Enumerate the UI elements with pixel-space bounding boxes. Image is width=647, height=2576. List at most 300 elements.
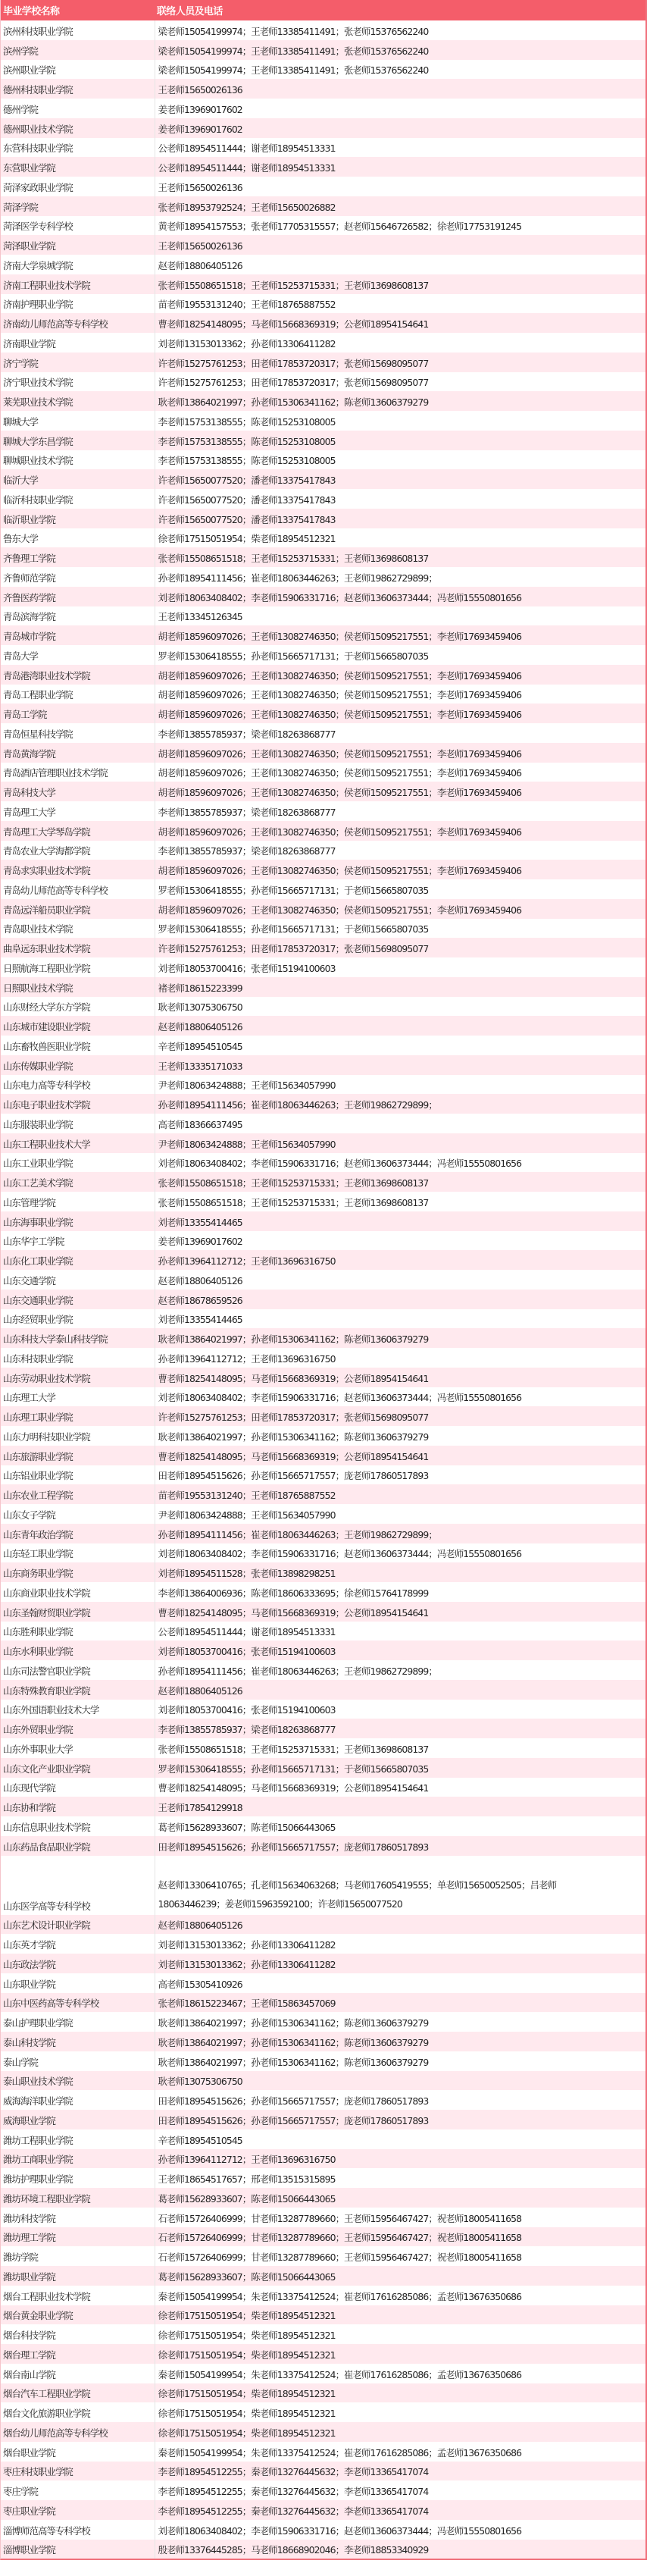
table-row	[1, 274, 645, 294]
table-row	[1, 20, 645, 40]
contact-cell: 罗老师15306418555；孙老师15665717131；于老师15665807035	[155, 645, 645, 665]
contact-cell: 孙老师13964112712；王老师13696316750	[155, 1250, 645, 1270]
contact-cell: 刘老师18063408402；李老师15906331716；赵老师13606373444；冯老师15550801656	[155, 1153, 645, 1173]
contact-cell: 刘老师18053700416；张老师15194100603	[155, 957, 645, 977]
school-name-cell: 聊城职业技术学院	[1, 450, 155, 470]
school-name-cell: 山东管理学院	[1, 1192, 155, 1211]
table-row	[1, 1446, 645, 1465]
school-name-cell: 青岛科技大学	[1, 782, 155, 801]
school-name-cell: 山东理工职业学院	[1, 1406, 155, 1426]
school-name-cell: 山东协和学院	[1, 1797, 155, 1816]
table-row	[1, 2266, 645, 2286]
contact-cell: 赵老师18678659526	[155, 1290, 645, 1309]
table-row	[1, 411, 645, 431]
contact-cell: 高老师18366637495	[155, 1114, 645, 1133]
contact-cell: 胡老师18596097026；王老师13082746350；侯老师15095217551；李老师17693459406	[155, 704, 645, 723]
school-name-cell: 山东农业工程学院	[1, 1484, 155, 1504]
table-row	[1, 2540, 645, 2559]
school-name-cell: 淄博师范高等专科学校	[1, 2520, 155, 2540]
school-name-cell: 烟台科技学院	[1, 2324, 155, 2344]
table-row	[1, 801, 645, 821]
contact-cell: 许老师15650077520；潘老师13375417843	[155, 509, 645, 528]
school-name-cell: 山东城市建设职业学院	[1, 1016, 155, 1036]
contact-cell: 李老师18954512255；秦老师13276445632；李老师13365417074	[155, 2462, 645, 2481]
contact-cell: 耿老师13864021997；孙老师15306341162；陈老师13606379279	[155, 391, 645, 411]
school-name-cell: 德州职业技术学院	[1, 118, 155, 138]
contact-cell: 梁老师15054199974；王老师13385411491；张老师15376562240	[155, 20, 645, 40]
table-row	[1, 450, 645, 470]
school-name-cell: 烟台理工学院	[1, 2344, 155, 2364]
table-row	[1, 2090, 645, 2110]
contact-cell: 徐老师17515051954；柴老师18954512321	[155, 2402, 645, 2422]
contact-cell: 罗老师15306418555；孙老师15665717131；于老师15665807035	[155, 879, 645, 899]
table-row	[1, 1309, 645, 1329]
school-name-cell: 菏泽医学专科学校	[1, 216, 155, 236]
contact-cell: 赵老师18806405126	[155, 1680, 645, 1700]
table-row	[1, 1231, 645, 1251]
table-row	[1, 1348, 645, 1368]
school-name-cell: 山东中医药高等专科学校	[1, 1993, 155, 2013]
contact-cell: 胡老师18596097026；王老师13082746350；侯老师15095217551；李老师17693459406	[155, 665, 645, 685]
table-row	[1, 938, 645, 957]
school-name-cell: 山东交通职业学院	[1, 1290, 155, 1309]
table-row	[1, 1993, 645, 2013]
contact-cell: 李老师15753138555；陈老师15253108005	[155, 431, 645, 450]
contact-cell: 赵老师18806405126	[155, 1270, 645, 1290]
table-row	[1, 1738, 645, 1758]
school-name-cell: 威海海洋职业学院	[1, 2090, 155, 2110]
contact-cell: 葛老师15628933607；陈老师15066443065	[155, 2266, 645, 2286]
contact-cell: 胡老师18596097026；王老师13082746350；侯老师15095217551；李老师17693459406	[155, 625, 645, 645]
school-name-cell: 青岛城市学院	[1, 625, 155, 645]
contact-cell: 辛老师18954510545	[155, 1036, 645, 1055]
contact-cell: 罗老师15306418555；孙老师15665717131；于老师15665807035	[155, 1758, 645, 1778]
school-name-cell: 山东传媒职业学院	[1, 1055, 155, 1075]
table-row	[1, 1270, 645, 1290]
table-row	[1, 1524, 645, 1543]
table-row	[1, 2462, 645, 2481]
contact-cell: 刘老师13355414465	[155, 1211, 645, 1231]
school-name-cell: 青岛理工大学	[1, 801, 155, 821]
school-name-cell: 烟台南山学院	[1, 2364, 155, 2383]
contact-cell: 张老师15508651518；王老师15253715331；王老师13698608137	[155, 1192, 645, 1211]
table-row	[1, 1192, 645, 1211]
contact-cell: 李老师18954512255；秦老师13276445632；李老师13365417074	[155, 2500, 645, 2520]
table-row	[1, 509, 645, 528]
contact-cell: 姜老师13969017602	[155, 1231, 645, 1251]
table-row	[1, 294, 645, 314]
school-name-cell: 济南大学泉城学院	[1, 255, 155, 274]
table-row	[1, 2480, 645, 2500]
contact-cell: 胡老师18596097026；王老师13082746350；侯老师15095217551；李老师17693459406	[155, 685, 645, 704]
contact-cell: 耿老师13075306750	[155, 2071, 645, 2091]
school-name-cell: 济南工程职业技术学院	[1, 274, 155, 294]
contact-cell: 张老师18615223467；王老师15863457069	[155, 1993, 645, 2013]
contact-cell: 张老师15508651518；王老师15253715331；王老师13698608137	[155, 1172, 645, 1192]
contact-cell: 李老师15753138555；陈老师15253108005	[155, 450, 645, 470]
table-row	[1, 723, 645, 743]
table-row	[1, 2305, 645, 2325]
table-row	[1, 489, 645, 509]
contact-cell: 梁老师15054199974；王老师13385411491；张老师15376562240	[155, 60, 645, 80]
table-row	[1, 60, 645, 80]
contact-cell: 王老师15650026136	[155, 235, 645, 255]
contact-cell: 田老师18954515626；孙老师15665717557；庞老师17860517893	[155, 2090, 645, 2110]
school-name-cell: 东营职业学院	[1, 157, 155, 177]
school-name-cell: 山东工程职业技术大学	[1, 1133, 155, 1153]
school-name-cell: 青岛港湾职业技术学院	[1, 665, 155, 685]
contact-cell: 张老师18953792524；王老师15650026882	[155, 196, 645, 216]
school-name-cell: 青岛恒星科技学院	[1, 723, 155, 743]
school-name-cell: 潍坊职业学院	[1, 2266, 155, 2286]
school-name-cell: 青岛幼儿师范高等专科学校	[1, 879, 155, 899]
table-row	[1, 704, 645, 723]
table-row	[1, 547, 645, 567]
school-name-cell: 山东女子学院	[1, 1504, 155, 1524]
school-name-cell: 莱芜职业技术学院	[1, 391, 155, 411]
table-row	[1, 255, 645, 274]
school-name-cell: 济南护理职业学院	[1, 294, 155, 314]
table-row	[1, 313, 645, 333]
contact-cell: 刘老师13355414465	[155, 1309, 645, 1329]
table-row	[1, 1055, 645, 1075]
school-name-cell: 曲阜远东职业技术学院	[1, 938, 155, 957]
school-name-cell: 山东胜利职业学院	[1, 1622, 155, 1641]
contact-cell: 耿老师13864021997；孙老师15306341162；陈老师13606379279	[155, 1426, 645, 1446]
table-row	[1, 1797, 645, 1816]
contact-cell: 田老师18954515626；孙老师15665717557；庞老师17860517893	[155, 1465, 645, 1485]
contact-cell: 耿老师13864021997；孙老师15306341162；陈老师13606379279	[155, 2051, 645, 2071]
contact-cell: 刘老师13153013362；孙老师13306411282	[155, 333, 645, 353]
table-row	[1, 1973, 645, 1993]
school-name-cell: 青岛远洋船员职业学院	[1, 899, 155, 919]
school-name-cell: 青岛酒店管理职业技术学院	[1, 763, 155, 782]
contact-cell: 徐老师17515051954；柴老师18954512321	[155, 2422, 645, 2442]
table-row	[1, 2246, 645, 2266]
school-name-cell: 鲁东大学	[1, 528, 155, 548]
school-name-cell: 齐鲁理工学院	[1, 547, 155, 567]
school-name-cell: 烟台职业学院	[1, 2442, 155, 2462]
school-name-cell: 滨州科技职业学院	[1, 20, 155, 40]
contact-cell: 赵老师13306410765；孔老师15634063268；马老师17605419555；单老师15650052505；吕老师18063446239；姜老师15963592100；许老师15650077520	[155, 1856, 645, 1915]
contact-cell: 许老师15275761253；田老师17853720317；张老师15698095077	[155, 938, 645, 957]
contact-cell: 徐老师17515051954；柴老师18954512321	[155, 2324, 645, 2344]
school-name-cell: 潍坊环境工程职业学院	[1, 2188, 155, 2208]
school-name-cell: 山东外国语职业技术大学	[1, 1700, 155, 1719]
contact-cell: 孙老师18954111456；崔老师18063446263；王老师19862729899；	[155, 1094, 645, 1114]
table-row	[1, 196, 645, 216]
table-row	[1, 1484, 645, 1504]
table-row	[1, 138, 645, 158]
contact-cell: 赵老师18806405126	[155, 255, 645, 274]
contact-cell: 徐老师17515051954；柴老师18954512321	[155, 2305, 645, 2325]
school-name-cell: 山东工业职业学院	[1, 1153, 155, 1173]
contact-cell: 赵老师18806405126	[155, 1016, 645, 1036]
school-name-cell: 山东信息职业技术学院	[1, 1816, 155, 1836]
header-contact: 联络人员及电话	[155, 0, 645, 20]
table-row	[1, 1290, 645, 1309]
contact-cell: 苗老师19553131240；王老师18765887552	[155, 294, 645, 314]
school-name-cell: 齐鲁师范学院	[1, 567, 155, 587]
school-name-cell: 山东交通学院	[1, 1270, 155, 1290]
table-row	[1, 333, 645, 353]
table-row	[1, 2208, 645, 2227]
table-row	[1, 821, 645, 841]
school-name-cell: 菏泽家政职业学院	[1, 177, 155, 196]
school-name-cell: 枣庄学院	[1, 2480, 155, 2500]
school-name-cell: 泰山职业技术学院	[1, 2071, 155, 2091]
school-name-cell: 济宁职业技术学院	[1, 372, 155, 392]
table-row	[1, 2383, 645, 2403]
table-row	[1, 2364, 645, 2383]
contact-cell: 尹老师18063424888；王老师15634057990	[155, 1504, 645, 1524]
contact-cell: 王老师13345126345	[155, 606, 645, 626]
table-row	[1, 2168, 645, 2188]
school-name-cell: 山东艺术设计职业学院	[1, 1915, 155, 1935]
table-row	[1, 665, 645, 685]
contact-cell: 王老师13335171033	[155, 1055, 645, 1075]
school-name-cell: 山东化工职业学院	[1, 1250, 155, 1270]
table-row	[1, 2227, 645, 2247]
table-row	[1, 1660, 645, 1680]
table-row	[1, 1543, 645, 1563]
school-name-cell: 济南幼儿师范高等专科学校	[1, 313, 155, 333]
contact-cell: 许老师15650077520；潘老师13375417843	[155, 489, 645, 509]
contact-cell: 耿老师13864021997；孙老师15306341162；陈老师13606379279	[155, 2032, 645, 2051]
school-name-cell: 山东外事职业大学	[1, 1738, 155, 1758]
school-name-cell: 山东外贸职业学院	[1, 1719, 155, 1738]
contact-cell: 辛老师18954510545	[155, 2129, 645, 2149]
table-row	[1, 1641, 645, 1660]
contact-cell: 刘老师18053700416；张老师15194100603	[155, 1641, 645, 1660]
contact-cell: 赵老师18806405126	[155, 1915, 645, 1935]
contact-cell: 耿老师13075306750	[155, 997, 645, 1017]
school-name-cell: 淄博职业学院	[1, 2540, 155, 2559]
table-row	[1, 2188, 645, 2208]
contact-cell: 孙老师18954111456；崔老师18063446263；王老师19862729899；	[155, 567, 645, 587]
table-row	[1, 2129, 645, 2149]
table-row	[1, 587, 645, 606]
contact-cell: 曹老师18254148095；马老师15668369319；公老师18954154641	[155, 1368, 645, 1387]
school-name-cell: 德州科技职业学院	[1, 79, 155, 99]
school-name-cell: 山东科技大学泰山科技学院	[1, 1328, 155, 1348]
contact-cell: 曹老师18254148095；马老师15668369319；公老师18954154641	[155, 1602, 645, 1622]
table-row	[1, 1387, 645, 1407]
contact-cell: 苗老师19553131240；王老师18765887552	[155, 1484, 645, 1504]
table-row	[1, 899, 645, 919]
school-name-cell: 威海职业学院	[1, 2110, 155, 2129]
school-name-cell: 山东政法学院	[1, 1954, 155, 1973]
school-name-cell: 山东药品食品职业学院	[1, 1836, 155, 1856]
contact-cell: 王老师15650026136	[155, 177, 645, 196]
table-row	[1, 1915, 645, 1935]
school-name-cell: 山东特殊教育职业学院	[1, 1680, 155, 1700]
school-name-cell: 山东力明科技职业学院	[1, 1426, 155, 1446]
contact-cell: 孙老师13964112712；王老师13696316750	[155, 1348, 645, 1368]
school-name-cell: 山东商务职业学院	[1, 1562, 155, 1582]
school-name-cell: 青岛黄海学院	[1, 743, 155, 763]
table-row	[1, 1114, 645, 1133]
table-row	[1, 879, 645, 899]
table-row	[1, 1250, 645, 1270]
contact-cell: 孙老师13964112712；王老师13696316750	[155, 2149, 645, 2169]
table-row	[1, 118, 645, 138]
school-name-cell: 枣庄职业学院	[1, 2500, 155, 2520]
table-row	[1, 2051, 645, 2071]
school-name-cell: 菏泽学院	[1, 196, 155, 216]
table-row	[1, 528, 645, 548]
school-name-cell: 山东商业职业技术学院	[1, 1582, 155, 1602]
school-name-cell: 聊城大学	[1, 411, 155, 431]
contact-cell: 徐老师17515051954；柴老师18954512321	[155, 528, 645, 548]
contact-cell: 许老师15650077520；潘老师13375417843	[155, 469, 645, 489]
table-body	[1, 20, 645, 2559]
contact-cell: 胡老师18596097026；王老师13082746350；侯老师15095217551；李老师17693459406	[155, 821, 645, 841]
table-row	[1, 567, 645, 587]
contact-cell: 姜老师13969017602	[155, 99, 645, 118]
contact-cell: 刘老师18063408402；李老师15906331716；赵老师13606373444；冯老师15550801656	[155, 1543, 645, 1563]
table-row	[1, 2422, 645, 2442]
school-name-cell: 青岛工学院	[1, 704, 155, 723]
school-name-cell: 山东电子职业技术学院	[1, 1094, 155, 1114]
school-name-cell: 青岛农业大学海都学院	[1, 841, 155, 860]
table-row	[1, 2032, 645, 2051]
school-name-cell: 潍坊科技学院	[1, 2208, 155, 2227]
contact-cell: 刘老师18954511528；张老师13898298251	[155, 1562, 645, 1582]
school-name-cell: 烟台汽车工程职业学院	[1, 2383, 155, 2403]
contact-cell: 胡老师18596097026；王老师13082746350；侯老师15095217551；李老师17693459406	[155, 763, 645, 782]
contact-cell: 刘老师13153013362；孙老师13306411282	[155, 1934, 645, 1954]
table-row	[1, 1836, 645, 1856]
table-row	[1, 743, 645, 763]
table-row	[1, 2344, 645, 2364]
table-row	[1, 763, 645, 782]
contact-cell: 秦老师15054199954；朱老师13375412524；崔老师17616285086；孟老师13676350686	[155, 2286, 645, 2305]
contact-cell: 张老师15508651518；王老师15253715331；王老师13698608137	[155, 1738, 645, 1758]
table-row	[1, 1758, 645, 1778]
table-row	[1, 99, 645, 118]
table-row	[1, 2520, 645, 2540]
table-row	[1, 40, 645, 60]
school-name-cell: 山东海事职业学院	[1, 1211, 155, 1231]
table-row	[1, 1504, 645, 1524]
table-row	[1, 1680, 645, 1700]
table-row	[1, 1856, 645, 1915]
school-name-cell: 临沂科技职业学院	[1, 489, 155, 509]
school-name-cell: 日照职业技术学院	[1, 977, 155, 997]
contact-cell: 尹老师18063424888；王老师15634057990	[155, 1075, 645, 1095]
school-name-cell: 潍坊工程职业学院	[1, 2129, 155, 2149]
contact-cell: 许老师15275761253；田老师17853720317；张老师15698095077	[155, 1406, 645, 1426]
table-row	[1, 997, 645, 1017]
school-name-cell: 山东文化产业职业学院	[1, 1758, 155, 1778]
contact-cell: 李老师15753138555；陈老师15253108005	[155, 411, 645, 431]
table-row	[1, 1016, 645, 1036]
school-name-cell: 山东华宇工学院	[1, 1231, 155, 1251]
table-row	[1, 2149, 645, 2169]
school-contact-table	[1, 0, 645, 2559]
school-name-cell: 青岛大学	[1, 645, 155, 665]
school-name-cell: 山东圣翰财贸职业学院	[1, 1602, 155, 1622]
table-row	[1, 235, 645, 255]
table-row	[1, 1328, 645, 1348]
contact-cell: 孙老师18954111456；崔老师18063446263；王老师19862729899；	[155, 1660, 645, 1680]
school-name-cell: 临沂职业学院	[1, 509, 155, 528]
table-row	[1, 79, 645, 99]
school-name-cell: 烟台工程职业技术学院	[1, 2286, 155, 2305]
school-name-cell: 山东电力高等专科学校	[1, 1075, 155, 1095]
table-row	[1, 1700, 645, 1719]
table-row	[1, 2402, 645, 2422]
table-row	[1, 2012, 645, 2032]
table-row	[1, 1562, 645, 1582]
table-row	[1, 1094, 645, 1114]
contact-cell: 褚老师18615223399	[155, 977, 645, 997]
contact-cell: 李老师13855785937；梁老师18263868777	[155, 841, 645, 860]
table-row	[1, 1211, 645, 1231]
contact-cell: 许老师15275761253；田老师17853720317；张老师15698095077	[155, 353, 645, 372]
table-row	[1, 1816, 645, 1836]
school-name-cell: 青岛工程职业学院	[1, 685, 155, 704]
school-name-cell: 山东青年政治学院	[1, 1524, 155, 1543]
contact-cell: 胡老师18596097026；王老师13082746350；侯老师15095217551；李老师17693459406	[155, 782, 645, 801]
school-name-cell: 潍坊工商职业学院	[1, 2149, 155, 2169]
school-name-cell: 山东英才学院	[1, 1934, 155, 1954]
contact-cell: 王老师17854129918	[155, 1797, 645, 1816]
table-row	[1, 2071, 645, 2091]
contact-cell: 殷老师13376445285；马老师18668902046；李老师18853340929	[155, 2540, 645, 2559]
table-row	[1, 625, 645, 645]
table-row	[1, 1602, 645, 1622]
table-row	[1, 1153, 645, 1173]
school-name-cell: 潍坊学院	[1, 2246, 155, 2266]
school-name-cell: 山东铝业职业学院	[1, 1465, 155, 1485]
table-row	[1, 1778, 645, 1797]
contact-cell: 高老师15305410926	[155, 1973, 645, 1993]
school-name-cell: 齐鲁医药学院	[1, 587, 155, 606]
contact-cell: 尹老师18063424888；王老师15634057990	[155, 1133, 645, 1153]
school-name-cell: 山东医学高等专科学校	[1, 1856, 155, 1915]
table-row	[1, 2500, 645, 2520]
table-row	[1, 645, 645, 665]
table-row	[1, 606, 645, 626]
contact-cell: 李老师13855785937；梁老师18263868777	[155, 1719, 645, 1738]
contact-cell: 徐老师17515051954；柴老师18954512321	[155, 2344, 645, 2364]
contact-cell: 葛老师15628933607；陈老师15066443065	[155, 2188, 645, 2208]
school-name-cell: 济宁学院	[1, 353, 155, 372]
school-name-cell: 烟台幼儿师范高等专科学校	[1, 2422, 155, 2442]
contact-cell: 曹老师18254148095；马老师15668369319；公老师18954154641	[155, 1446, 645, 1465]
contact-cell: 胡老师18596097026；王老师13082746350；侯老师15095217551；李老师17693459406	[155, 743, 645, 763]
contact-cell: 刘老师18053700416；张老师15194100603	[155, 1700, 645, 1719]
contact-cell: 梁老师15054199974；王老师13385411491；张老师15376562240	[155, 40, 645, 60]
table-row	[1, 2442, 645, 2462]
school-name-cell: 聊城大学东昌学院	[1, 431, 155, 450]
contact-cell: 葛老师15628933607；陈老师15066443065	[155, 1816, 645, 1836]
contact-cell: 秦老师15054199954；朱老师13375412524；崔老师17616285086；孟老师13676350686	[155, 2364, 645, 2383]
table-row	[1, 919, 645, 939]
school-name-cell: 山东服装职业学院	[1, 1114, 155, 1133]
school-name-cell: 枣庄科技职业学院	[1, 2462, 155, 2481]
table-row	[1, 2286, 645, 2305]
school-name-cell: 烟台黄金职业学院	[1, 2305, 155, 2325]
contact-cell: 石老师15726406999；甘老师13287789660；王老师15956467427；祝老师18005411658	[155, 2246, 645, 2266]
contact-cell: 张老师15508651518；王老师15253715331；王老师13698608137	[155, 547, 645, 567]
school-name-cell: 山东水利职业学院	[1, 1641, 155, 1660]
contact-cell: 公老师18954511444；谢老师18954513331	[155, 157, 645, 177]
contact-cell: 张老师15508651518；王老师15253715331；王老师13698608137	[155, 274, 645, 294]
school-name-cell: 山东财经大学东方学院	[1, 997, 155, 1017]
